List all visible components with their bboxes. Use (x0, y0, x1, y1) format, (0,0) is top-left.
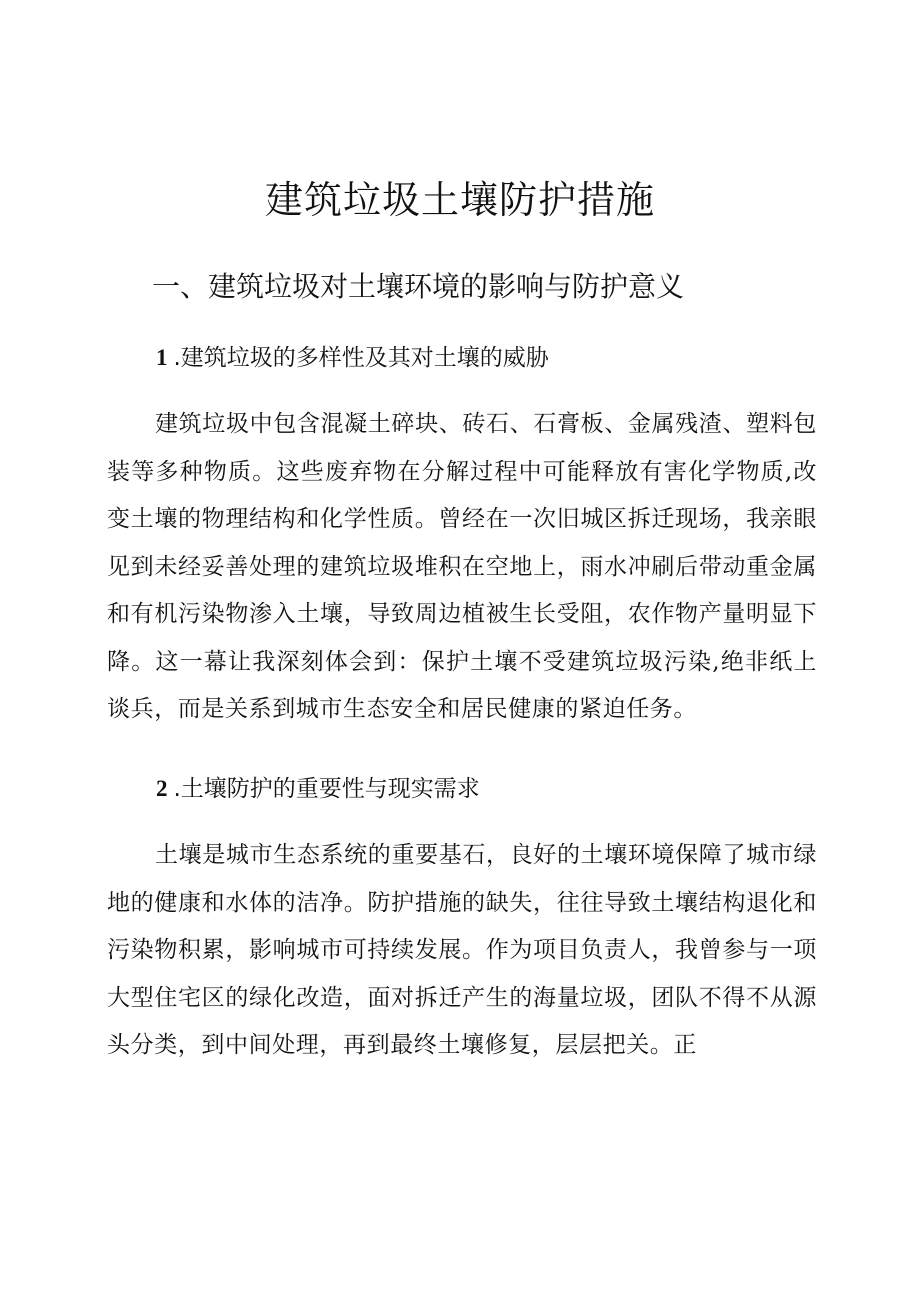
document-title: 建筑垃圾土壤防护措施 (264, 178, 655, 222)
subsection-heading-1 (156, 340, 549, 376)
paragraph-1: 建筑垃圾中包含混凝土碎块、砖石、石膏板、金属残渣、塑料包装等多种物质。这些废弃物在分解过程中可能释放有害化学物质,改变土壤的物理结构和化学性质。曾经在一次旧城区拆迁现场，我亲眼见到未经妥善处理的建筑垃圾堆积在空地上，雨水冲刷后带动重金属和有机污染物渗入土壤，导致周边植被生长受阻，农作物产量明显下降。这一幕让我深刻体会到：保护土壤不受建筑垃圾污染,绝非纸上谈兵，而是关系到城市生态安全和居民健康的紧迫任务。 (107, 411, 817, 722)
subsection-number: 2 (156, 776, 168, 801)
subsection-title: .土壤防护的重要性与现实需求 (173, 776, 480, 802)
section-heading: 一、建筑垃圾对土壤环境的影响与防护意义 (152, 270, 685, 303)
subsection-number: 1 (156, 345, 168, 370)
subsection-heading-2 (156, 771, 480, 807)
subsection-title: .建筑垃圾的多样性及其对土壤的威胁 (173, 345, 549, 371)
paragraph-2: 土壤是城市生态系统的重要基石，良好的土壤环境保障了城市绿地的健康和水体的洁净。防护措施的缺失，往往导致土壤结构退化和污染物积累，影响城市可持续发展。作为项目负责人，我曾参与一项大型住宅区的绿化改造，面对拆迁产生的海量垃圾，团队不得不从源头分类，到中间处理，再到最终土壤修复，层层把关。正 (107, 842, 817, 1058)
